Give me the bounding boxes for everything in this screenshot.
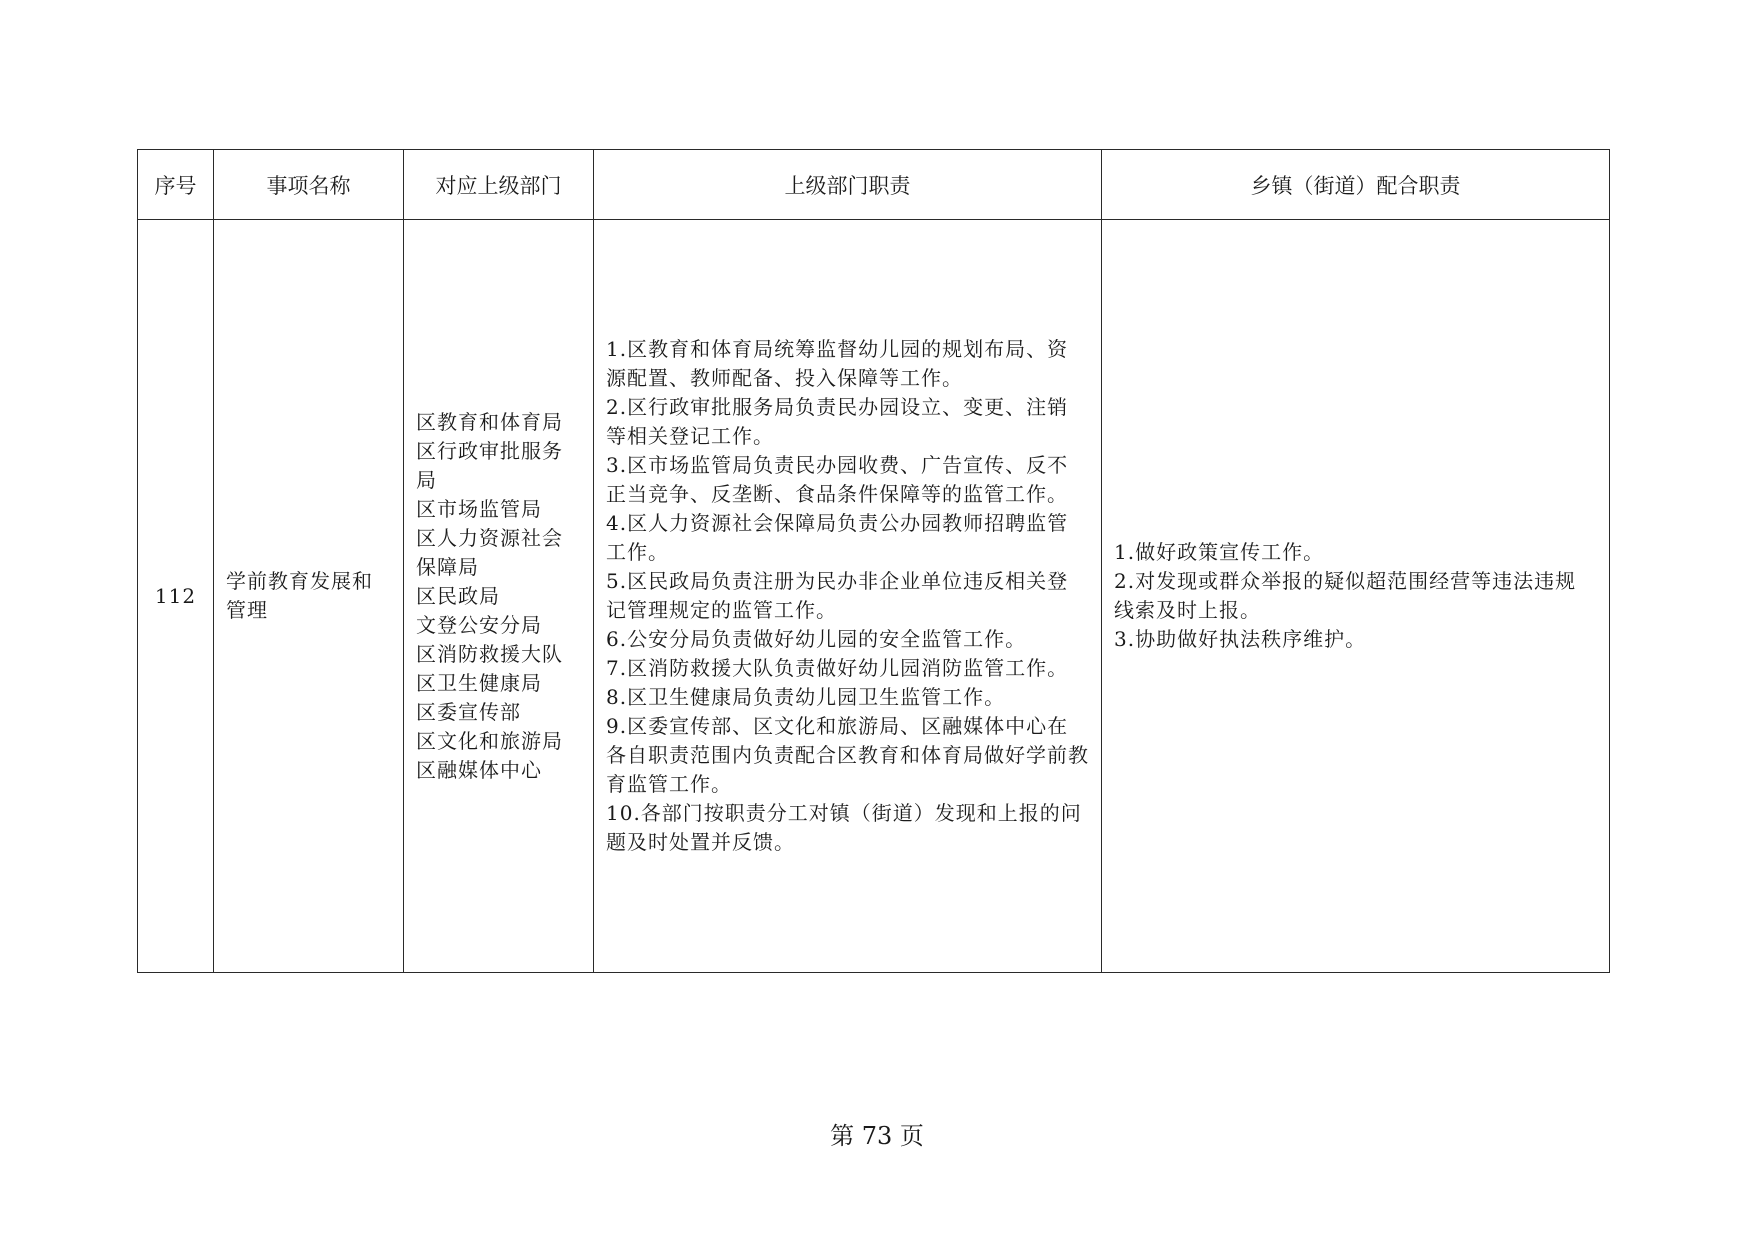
- header-superior-dept: 对应上级部门: [404, 150, 594, 220]
- cell-seq: 112: [138, 220, 214, 973]
- table-header-row: [138, 150, 1610, 220]
- superior-duty-item: 1.区教育和体育局统筹监督幼儿园的规划布局、资源配置、教师配备、投入保障等工作。: [606, 337, 1069, 390]
- superior-duty-item: 3.区市场监管局负责民办园收费、广告宣传、反不正当竞争、反垄断、食品条件保障等的监管工作。: [606, 453, 1069, 506]
- header-superior-duties: 上级部门职责: [594, 150, 1102, 220]
- table-row: [138, 220, 1610, 973]
- superior-duty-item: 5.区民政局负责注册为民办非企业单位违反相关登记管理规定的监管工作。: [606, 569, 1069, 622]
- superior-duty-item: 4.区人力资源社会保障局负责公办园教师招聘监管工作。: [606, 511, 1069, 564]
- duty-table-container: [137, 149, 1609, 973]
- dept-list-item: 区卫生健康局: [416, 670, 542, 695]
- dept-list-item: 区消防救援大队: [416, 641, 563, 666]
- dept-list-item: 区委宣传部: [416, 699, 521, 724]
- dept-list-item: 区文化和旅游局: [416, 728, 563, 753]
- township-duty-item: 1.做好政策宣传工作。: [1114, 540, 1325, 564]
- superior-duty-item: 6.公安分局负责做好幼儿园的安全监管工作。: [606, 627, 1027, 651]
- superior-duty-item: 10.各部门按职责分工对镇（街道）发现和上报的问题及时处置并反馈。: [606, 801, 1082, 854]
- page-number: 第 73 页: [830, 1122, 924, 1150]
- superior-duty-item: 8.区卫生健康局负责幼儿园卫生监管工作。: [606, 685, 1006, 709]
- dept-list-item: 区人力资源社会保障局: [416, 525, 563, 579]
- header-seq: 序号: [138, 150, 214, 220]
- township-duty-item: 2.对发现或群众举报的疑似超范围经营等违法违规线索及时上报。: [1114, 569, 1577, 622]
- dept-list-item: 区教育和体育局: [416, 409, 563, 434]
- dept-list-item: 区融媒体中心: [416, 757, 542, 782]
- superior-duty-item: 7.区消防救援大队负责做好幼儿园消防监管工作。: [606, 656, 1069, 680]
- dept-list-item: 区市场监管局: [416, 496, 542, 521]
- dept-list-item: 文登公安分局: [416, 612, 542, 637]
- cell-item-name: 学前教育发展和管理: [214, 220, 404, 973]
- township-duty-item: 3.协助做好执法秩序维护。: [1114, 627, 1367, 651]
- header-item-name: 事项名称: [214, 150, 404, 220]
- header-township-duties: 乡镇（街道）配合职责: [1102, 150, 1610, 220]
- cell-township-duties: [1102, 220, 1610, 973]
- cell-superior-depts: [404, 220, 594, 973]
- superior-duty-item: 9.区委宣传部、区文化和旅游局、区融媒体中心在各自职责范围内负责配合区教育和体育局做好学前教育监管工作。: [606, 714, 1089, 796]
- duty-table: [137, 149, 1610, 973]
- cell-superior-duties: [594, 220, 1102, 973]
- dept-list-item: 区行政审批服务局: [416, 438, 563, 492]
- dept-list-item: 区民政局: [416, 583, 500, 608]
- superior-duty-item: 2.区行政审批服务局负责民办园设立、变更、注销等相关登记工作。: [606, 395, 1069, 448]
